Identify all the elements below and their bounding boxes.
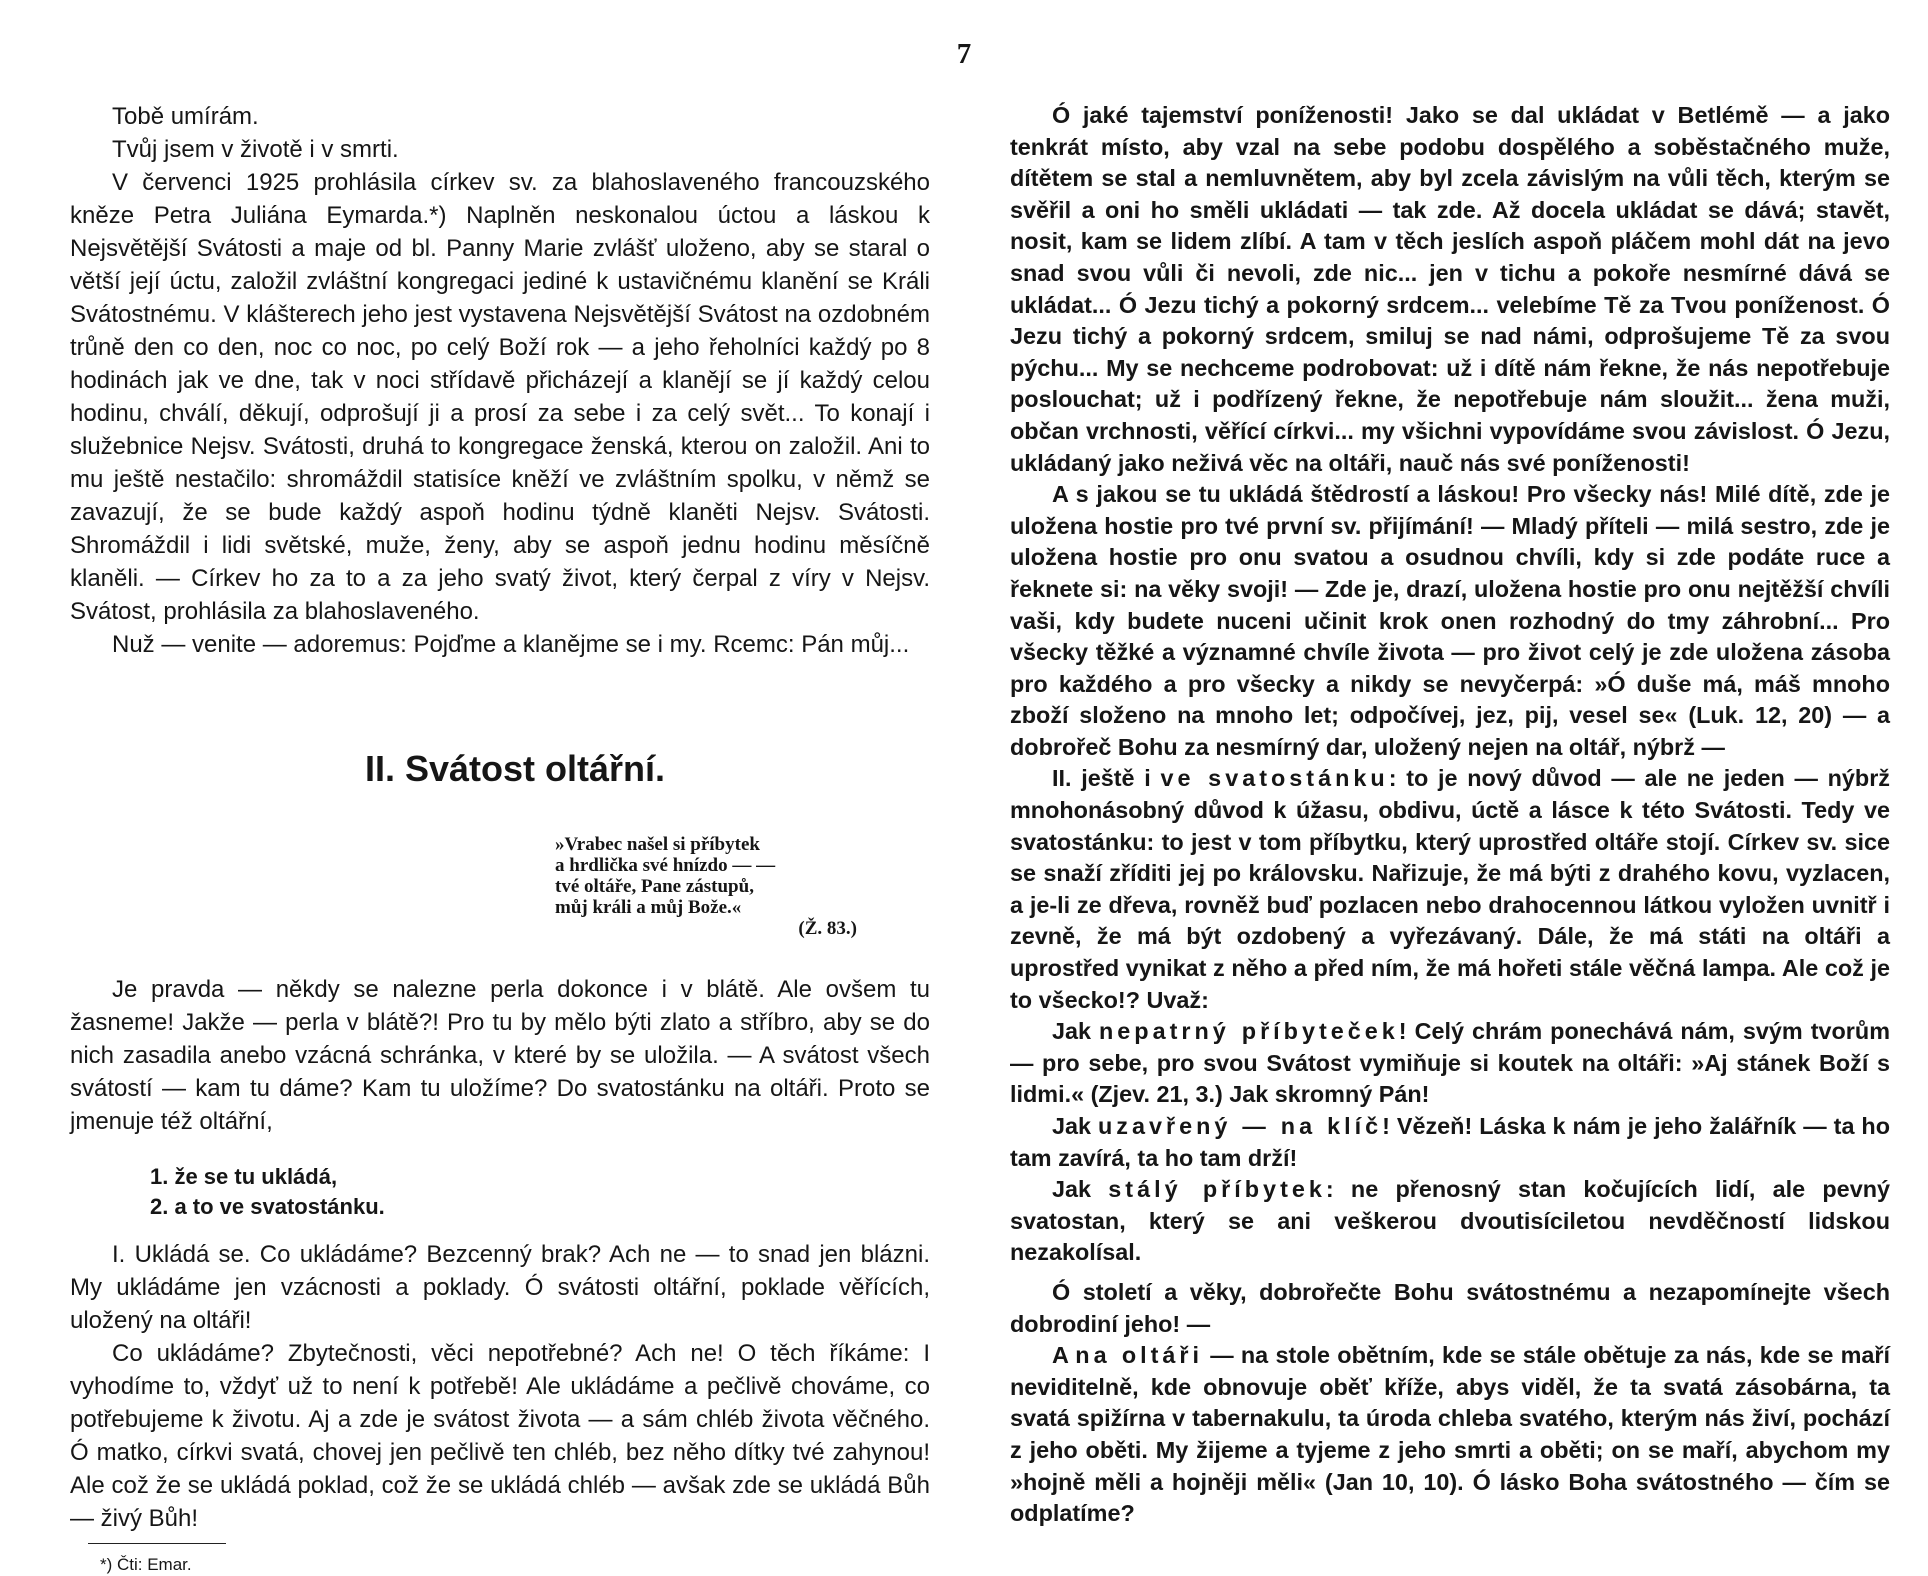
pearl-paragraph: Je pravda — někdy se nalezne perla dokonce i v blátě. Ale ovšem tu žasneme! Jakže — perla v blátě?! Pro tu by mělo býti zlato a stříbro, aby se do nich zasadila anebo vzácná schránka, v které by se uložila. — A svátost všech svátostí — kam tu dáme? Kam tu uložíme? Do svatostánku na oltáři. Proto se jmenuje též oltářní, bbox=[70, 976, 930, 1135]
stedrost-paragraph: A s jakou se tu ukládá štědrostí a láskou! Pro všecky nás! Milé dítě, zde je uložena hostie pro tvé první sv. přijímání! — Mladý příteli — milá sestro, zde je uložena hostie pro onu svatou a osudnou chvíli, kdy si zde podáte ruce a řeknete si: na věky svoji! — Zde je, drazí, uložena hostie pro onu nejtěžší chvíli vaši, kdy budete nuceni učinit krok onen rozhodný do tmy záhrobní... Pro všecky těžké a významné chvíle života — pro život celý je zde uložena zásoba pro každého a pro všecky a nikdy se nevyčerpá: »Ó duše má, máš mnoho zboží složeno na mnoho let; odpočívej, jez, pij, vesel se« (Luk. 12, 20) — a dobrořeč Bohu za nesmírný dar, uložený nejen na oltář, nýbrž — bbox=[1010, 481, 1890, 760]
text-run: : to je nový důvod — ale ne jeden — nýbrž mnohonásobný důvod k úžasu, obdivu, úctě a lásce k této Svátosti. Tedy ve svatostánku: to jest v tom příbytku, který uprostřed oltáře stojí. Církev sv. sice se snaží zříditi jej po královsku. Nařizuje, že má býti z drahého kovu, vyzlacen, a je-li ze dřeva, rovněž buď pozlacen nebo drahocennou látkou vyložen uvnitř i zevně, že má být ozdobený a vyřezávaný. Dále, že má státi na oltáři a uprostřed vynikat z něho a před ním, že má hořeti stále věčná lampa. Ale což je to všecko!? Uvaž: bbox=[1010, 765, 1891, 1013]
section-heading: II. Svátost oltářní. bbox=[364, 748, 666, 789]
nepatrny-paragraph bbox=[1010, 1016, 1890, 1111]
oltar-paragraph bbox=[1010, 1340, 1890, 1530]
spaced-emphasis: ve svatostánku bbox=[1160, 765, 1389, 792]
spaced-emphasis: na oltáři bbox=[1075, 1342, 1204, 1369]
footnote-divider bbox=[88, 1543, 226, 1544]
stoleti-paragraph: Ó století a věky, dobrořečte Bohu svátostnému a nezapomínejte všech dobrodiní jeho! — bbox=[1010, 1278, 1890, 1337]
prayer-line-2: Tvůj jsem v životě i v smrti. bbox=[112, 136, 399, 163]
epigraph-line: můj králi a můj Bože.« bbox=[555, 897, 742, 918]
text-run: A bbox=[1052, 1342, 1076, 1369]
footnote: *) Čti: Emar. bbox=[100, 1555, 192, 1574]
page-number: 7 bbox=[956, 38, 972, 70]
outline-item: 1. že se tu ukládá, bbox=[150, 1164, 338, 1189]
ukladame-paragraph: I. Ukládá se. Co ukládáme? Bezcenný brak? Ach ne — to snad jen blázni. My ukládáme jen vzácnosti a poklady. Ó svátosti oltářní, poklade věřících, uložený na oltáři! bbox=[70, 1241, 930, 1334]
chleb-paragraph: Co ukládáme? Zbytečnosti, věci nepotřebné? Ach ne! O těch říkáme: I vyhodíme to, vždyť už to není k potřebě! Ale ukládáme a pečlivě chováme, co potřebujeme k životu. Aj a zde je svátost života — a sám chléb života věčného. Ó matko, církvi svatá, chovej jen pečlivě ten chléb, bez něho dítky tvé zahynou! Ale což že se ukládá poklad, což že se ukládá chléb — avšak zde se ukládá Bůh — živý Bůh! bbox=[70, 1340, 930, 1532]
staly-paragraph bbox=[1010, 1174, 1890, 1269]
text-run: — na stole obětním, kde se stále obětuje za nás, kde se maří neviditelně, kde obnovuje oběť kříže, abys viděl, že ta svatá zásobárna, ta svatá spižírna v tabernakulu, ta úroda chleba svatého, kterým nás živí, pochází z jeho oběti. My žijeme a tyjeme z jeho smrti a oběti; on se maří, abychom my »hojně měli a hojněji měli« (Jan 10, 10). Ó lásko Boha svátostného — čím se odplatíme? bbox=[1010, 1342, 1890, 1527]
right-column bbox=[1010, 100, 1890, 1530]
text-run: Jak bbox=[1052, 1176, 1109, 1203]
prayer-line-1: Tobě umírám. bbox=[112, 103, 259, 130]
spaced-emphasis: stálý příbytek bbox=[1108, 1176, 1326, 1203]
text-run: ! Vězeň! Láska k nám je jeho žalářník — ta ho tam zavírá, ta ho tam drží! bbox=[1010, 1113, 1891, 1171]
venite-paragraph: Nuž — venite — adoremus: Pojďme a klanějme se i my. Rcemc: Pán můj... bbox=[112, 631, 910, 658]
spaced-emphasis: nepatrný příbyteček bbox=[1099, 1018, 1399, 1045]
outline-item: 2. a to ve svatostánku. bbox=[150, 1194, 385, 1219]
tajemstvi-paragraph: Ó jaké tajemství poníženosti! Jako se dal ukládat v Betlémě — a jako tenkrát místo, aby vzal na sebe podobu dospělého a soběstačného muže, dítětem se stal a nemluvnětem, aby byl zcela závislým na vůli těch, kterým se svěřil a oni ho směli ukládati — tak zde. Až docela ukládat se dává; stavět, nosit, kam se lidem zlíbí. A tam v těch jeslích aspoň pláčem mohl dát na jevo snad svou vůli či nevoli, zde nic... jen v tichu a pokoře nesmírné dává se ukládat... Ó Jezu tichý a pokorný srdcem... velebíme Tě za Tvou poníženost. Ó Jezu tichý a pokorný srdcem, smiluj se nad námi, odprošujeme Tě za svou pýchu... My se nechceme podrobovat: už i dítě nám řekne, že nás nepotřebuje poslouchat; už i podřízený řekne, že nepotřebuje nám sloužit... žena muži, občan vrchnosti, věřící církvi... my všichni vypovídáme svou závislost. Ó Jezu, ukládaný jako neživá věc na oltáři, nauč nás své poníženosti! bbox=[1010, 102, 1890, 476]
epigraph-line: »Vrabec našel si příbytek bbox=[555, 834, 760, 855]
text-run: ! Celý chrám ponechává nám, svým tvorům — pro sebe, pro svou Svátost vymiňuje si koutek na oltáři: »Aj stánek Boží s lidmi.« (Zjev. 21, 3.) Jak skromný Pán! bbox=[1010, 1018, 1890, 1108]
text-run: : ne přenosný stan kočujících lidí, ale pevný svatostan, který se ani veškerou dvoutisíciletou nevděčností lidskou nezakolísal. bbox=[1010, 1176, 1890, 1266]
epigraph-line: tvé oltáře, Pane zástupů, bbox=[555, 876, 754, 897]
svatostanek-paragraph bbox=[1010, 763, 1890, 1016]
outline-list bbox=[150, 1162, 930, 1222]
epigraph bbox=[555, 834, 915, 939]
left-column bbox=[70, 100, 930, 1576]
spaced-emphasis: uzavřený — na klíč bbox=[1098, 1113, 1383, 1139]
epigraph-line: a hrdlička své hnízdo — — bbox=[555, 855, 776, 876]
text-run: II. ještě i bbox=[1052, 765, 1161, 792]
text-run: Jak bbox=[1052, 1113, 1099, 1139]
epigraph-reference: (Ž. 83.) bbox=[798, 918, 857, 939]
eymard-paragraph: V červenci 1925 prohlásila církev sv. za blahoslaveného francouzského kněze Petra Juliána Eymarda.*) Naplněn neskonalou úctou a láskou k Nejsvětější Svátosti a maje od bl. Panny Marie zvlášť uloženo, aby se staral o větší její úctu, založil zvláštní kongregaci jediné k ustavičnému klanění se Králi Svátostnému. V klášterech jeho jest vystavena Nejsvětější Svátost na ozdobném trůně den co den, noc co noc, po celý Boží rok — a jeho řeholníci každý po 8 hodinách jak ve dne, tak v noci střídavě přicházejí a klanějí se jí každý celou hodinu, chválí, děkují, odprošují ji a prosí za sebe i za celý svět... To konají i služebnice Nejsv. Svátosti, druhá to kongregace ženská, kterou on založil. Ani to mu ještě nestačilo: shromáždil statisíce kněží ve zvláštním spolku, v němž se zavazují, že se bude každý aspoň hodinu týdně klaněti Nejsv. Svátosti. Shromáždil i lidi světské, muže, ženy, aby se aspoň jednu hodinu měsíčně klaněli. — Církev ho za to a za jeho svatý život, který čerpal z víry v Nejsv. Svátost, prohlásila za blahoslaveného. bbox=[70, 169, 930, 625]
text-run: Jak bbox=[1052, 1018, 1100, 1045]
uzavreny-paragraph bbox=[1010, 1111, 1890, 1174]
